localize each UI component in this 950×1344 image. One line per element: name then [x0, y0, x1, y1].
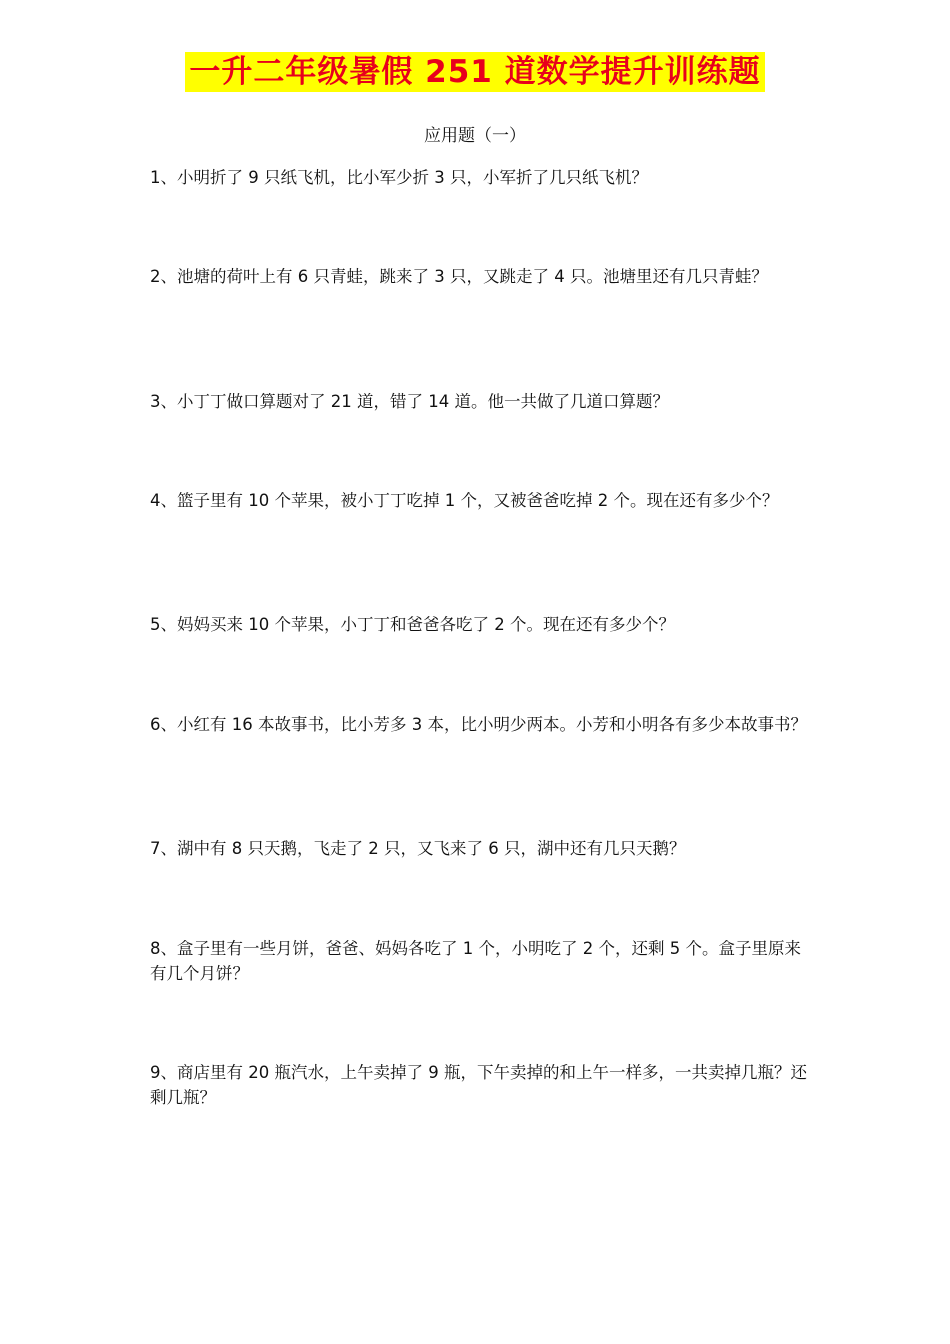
section-heading: 应用题（一） [424, 126, 526, 146]
question-1: 1、小明折了 9 只纸飞机，比小军少折 3 只，小军折了几只纸飞机？ [150, 168, 648, 187]
question-7: 7、湖中有 8 只天鹅，飞走了 2 只，又飞来了 6 只，湖中还有几只天鹅？ [150, 839, 686, 858]
question-4: 4、篮子里有 10 个苹果，被小丁丁吃掉 1 个，又被爸爸吃掉 2 个。现在还有多少个？ [150, 491, 779, 510]
page-title: 一升二年级暑假 251 道数学提升训练题 [185, 52, 764, 92]
question-6: 6、小红有 16 本故事书，比小芳多 3 本，比小明少两本。小芳和小明各有多少本故事书？ [150, 715, 807, 734]
title-wrapper [0, 52, 950, 92]
question-5: 5、妈妈买来 10 个苹果，小丁丁和爸爸各吃了 2 个。现在还有多少个？ [150, 615, 675, 634]
question-9: 9、商店里有 20 瓶汽水，上午卖掉了 9 瓶，下午卖掉的和上午一样多，一共卖掉几瓶？还剩几瓶？ [150, 1063, 807, 1107]
question-8: 8、盒子里有一些月饼，爸爸、妈妈各吃了 1 个，小明吃了 2 个，还剩 5 个。盒子里原来有几个月饼？ [150, 939, 801, 983]
question-3: 3、小丁丁做口算题对了 21 道，错了 14 道。他一共做了几道口算题？ [150, 392, 669, 411]
question-2: 2、池塘的荷叶上有 6 只青蛙，跳来了 3 只，又跳走了 4 只。池塘里还有几只青蛙？ [150, 267, 768, 286]
